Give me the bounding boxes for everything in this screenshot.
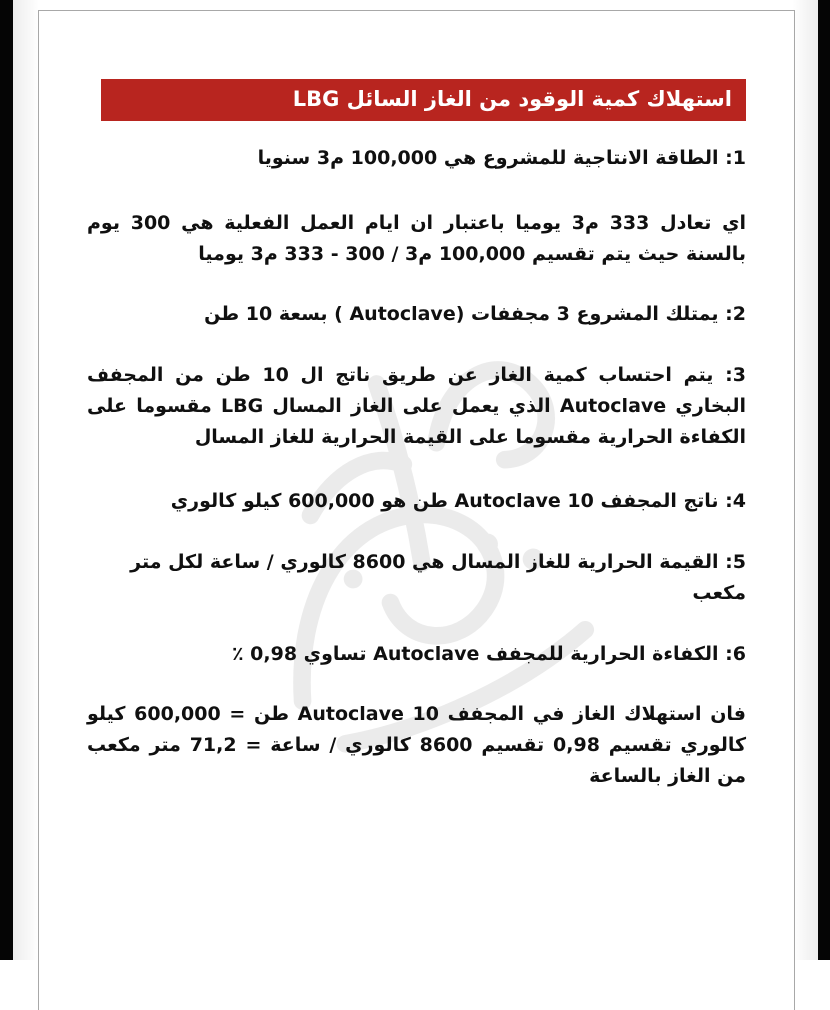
paragraph-item-6: 6: الكفاءة الحرارية للمجفف Autoclave تساوي 0,98 ٪ [231, 642, 746, 665]
scan-fade-left [13, 0, 39, 960]
paragraph-item-3: 3: يتم احتساب كمية الغاز عن طريق ناتج ال 10 طن من المجفف البخاري Autoclave الذي يعمل على الغاز المسال LBG مقسوما على الكفاءة الحرارية مقسوما على القيمة الحرارية للغاز المسال [87, 364, 746, 448]
paragraph-item-4: 4: ناتج المجفف Autoclave 10 طن هو 600,000 كيلو كالوري [170, 490, 746, 513]
paragraph-item-1: 1: الطاقة الانتاجية للمشروع هي 100,000 م3 سنويا [257, 147, 746, 169]
paragraph-item-1-note: اي تعادل 333 م3 يوميا باعتبار ان ايام العمل الفعلية هي 300 يوم بالسنة حيث يتم تقسيم 100,000 م3 / 300 - 333 م3 يوميا [87, 211, 747, 265]
scan-edge-left [0, 0, 13, 960]
document-body [39, 143, 794, 792]
paragraph-item-5: 5: القيمة الحرارية للغاز المسال هي 8600 كالوري / ساعة لكل متر مكعب [130, 551, 746, 604]
paragraph-item-2: 2: يمتلك المشروع 3 مجففات (Autoclave ) بسعة 10 طن [204, 303, 746, 326]
title-banner [101, 79, 746, 121]
paragraph-conclusion: فان استهلاك الغاز في المجفف Autoclave 10 طن = 600,000 كيلو كالوري تقسيم 0,98 تقسيم 8600 كالوري / ساعة = 71,2 متر مكعب من الغاز بالساعة [87, 703, 747, 787]
scan-fade-right [792, 0, 818, 960]
document-page [38, 10, 795, 1010]
page-title: استهلاك كمية الوقود من الغاز السائل LBG [292, 86, 732, 111]
scan-edge-right [818, 0, 830, 960]
